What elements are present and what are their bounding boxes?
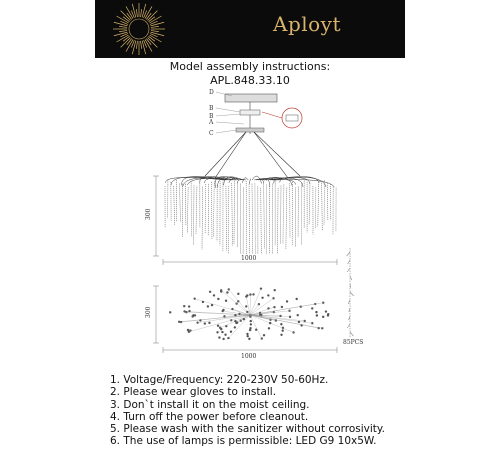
instructions-list: [110, 374, 385, 448]
chandelier-top-view: [169, 287, 329, 340]
model-number: APL.848.33.10: [210, 74, 290, 87]
height-dimension: 300: [145, 208, 152, 220]
brand-name: Aployt: [273, 12, 342, 36]
top-width-dimension: 1000: [241, 353, 257, 360]
instruction-item: 5. Please wash with the sanitizer without corrosivity.: [110, 423, 385, 436]
crystal-strands: [165, 180, 336, 254]
top-depth-dimension: 300: [145, 306, 152, 318]
part-label-a: A: [209, 119, 214, 126]
instruction-item: 6. The use of lamps is permissible: LED G9 10x5W.: [110, 435, 377, 448]
part-label-b2: B: [209, 113, 214, 120]
pendant-strand-detail: [347, 248, 354, 338]
sunburst-logo-icon: [95, 0, 405, 58]
mount-bracket: [240, 110, 260, 115]
ceiling-canopy: [225, 94, 277, 102]
instruction-item: 3. Don`t install it on the moist ceiling.: [110, 398, 310, 411]
mount-plate: [236, 128, 264, 132]
part-label-d: D: [209, 89, 214, 96]
callout-line: [262, 112, 282, 118]
part-label-c: C: [209, 130, 214, 137]
instruction-item: 4. Turn off the power before cleanout.: [110, 410, 309, 423]
width-dimension: 1000: [241, 255, 257, 262]
instruction-item: 1. Voltage/Frequency: 220-230V 50-60Hz.: [110, 374, 329, 386]
brand-banner: [95, 0, 405, 58]
callout-detail: [286, 115, 298, 121]
instruction-item: 2. Please wear gloves to install.: [110, 386, 277, 399]
suspension-cables: [205, 132, 300, 178]
pendant-count: 85PCS: [343, 339, 364, 346]
instructions-title: Model assembly instructions:: [169, 60, 331, 73]
callout-circle: [282, 108, 302, 128]
part-label-b1: B: [209, 105, 214, 112]
assembly-drawing: [0, 88, 500, 370]
